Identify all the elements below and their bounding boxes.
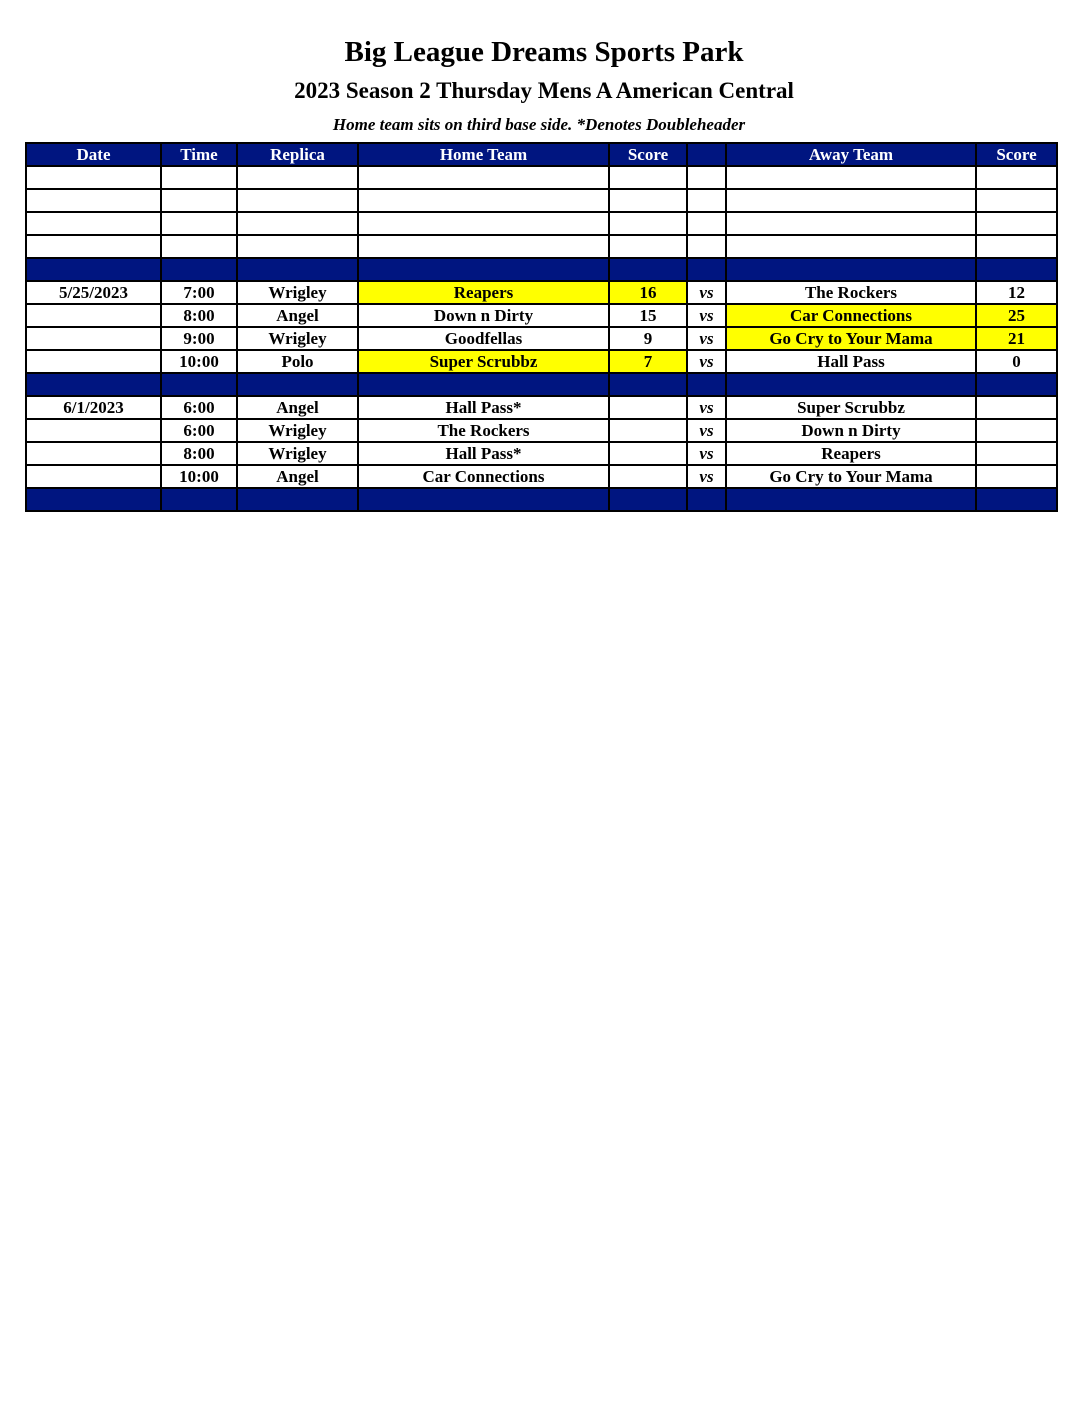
col-header-away-team: Away Team [726,143,976,166]
replica-cell: Wrigley [237,327,358,350]
home-team-cell [358,235,609,258]
game-row [26,465,1057,488]
page-subtitle: 2023 Season 2 Thursday Mens A American Central [294,78,794,103]
time-cell [161,373,237,396]
home-team-cell [358,189,609,212]
vs-cell: vs [687,419,726,442]
blank-row [26,212,1057,235]
date-cell [26,442,161,465]
time-cell: 10:00 [161,350,237,373]
replica-cell: Angel [237,304,358,327]
home-team-cell: Goodfellas [358,327,609,350]
home-score-cell [609,189,687,212]
replica-cell: Polo [237,350,358,373]
schedule-note: Home team sits on third base side. *Denotes Doubleheader [332,115,746,134]
blank-row [26,235,1057,258]
schedule-body [26,166,1057,511]
vs-cell [687,212,726,235]
date-cell [26,235,161,258]
away-team-cell [726,488,976,511]
date-cell [26,488,161,511]
away-score-cell [976,373,1057,396]
home-team-cell: Hall Pass* [358,396,609,419]
vs-cell: vs [687,350,726,373]
time-cell [161,189,237,212]
home-score-cell: 16 [609,281,687,304]
header-row [26,143,1057,166]
home-score-cell [609,212,687,235]
away-team-cell [726,189,976,212]
home-team-cell [358,258,609,281]
away-score-cell: 25 [976,304,1057,327]
home-team-cell [358,373,609,396]
col-header-home-team: Home Team [358,143,609,166]
date-cell [26,465,161,488]
away-team-cell [726,212,976,235]
home-score-cell [609,166,687,189]
replica-cell [237,258,358,281]
home-score-cell [609,373,687,396]
time-cell: 8:00 [161,304,237,327]
separator-row [26,258,1057,281]
replica-cell: Wrigley [237,281,358,304]
replica-cell: Angel [237,465,358,488]
date-cell [26,166,161,189]
away-team-cell: Hall Pass [726,350,976,373]
time-cell [161,166,237,189]
away-team-cell: Reapers [726,442,976,465]
date-cell [26,189,161,212]
time-cell [161,212,237,235]
away-team-cell: Go Cry to Your Mama [726,327,976,350]
replica-cell [237,189,358,212]
away-score-cell: 0 [976,350,1057,373]
away-score-cell [976,166,1057,189]
home-score-cell [609,488,687,511]
game-row [26,396,1057,419]
home-score-cell [609,258,687,281]
vs-cell [687,488,726,511]
vs-cell [687,373,726,396]
vs-cell [687,258,726,281]
vs-cell: vs [687,304,726,327]
vs-cell: vs [687,465,726,488]
vs-cell [687,235,726,258]
col-header-date: Date [26,143,161,166]
col-header-replica: Replica [237,143,358,166]
time-cell: 10:00 [161,465,237,488]
away-score-cell [976,488,1057,511]
replica-cell: Wrigley [237,442,358,465]
separator-row [26,488,1057,511]
away-score-cell [976,442,1057,465]
col-header-vs [687,143,726,166]
home-score-cell: 7 [609,350,687,373]
away-team-cell: Car Connections [726,304,976,327]
away-score-cell [976,235,1057,258]
time-cell [161,488,237,511]
home-score-cell [609,419,687,442]
separator-row [26,373,1057,396]
game-row [26,442,1057,465]
date-cell [26,212,161,235]
date-cell: 6/1/2023 [26,396,161,419]
game-row [26,304,1057,327]
away-score-cell: 21 [976,327,1057,350]
replica-cell [237,212,358,235]
time-cell [161,258,237,281]
vs-cell: vs [687,327,726,350]
vs-cell [687,166,726,189]
time-cell: 8:00 [161,442,237,465]
away-team-cell [726,166,976,189]
schedule-table [25,142,1058,512]
date-cell [26,373,161,396]
col-header-time: Time [161,143,237,166]
time-cell: 6:00 [161,419,237,442]
away-score-cell [976,465,1057,488]
away-score-cell [976,396,1057,419]
time-cell: 9:00 [161,327,237,350]
home-team-cell: Reapers [358,281,609,304]
replica-cell [237,373,358,396]
game-row [26,350,1057,373]
vs-cell: vs [687,442,726,465]
home-score-cell [609,396,687,419]
away-score-cell [976,419,1057,442]
date-cell [26,350,161,373]
away-team-cell: Down n Dirty [726,419,976,442]
page-title: Big League Dreams Sports Park [344,36,744,68]
date-cell [26,258,161,281]
time-cell: 6:00 [161,396,237,419]
home-score-cell: 15 [609,304,687,327]
home-team-cell: Hall Pass* [358,442,609,465]
away-score-cell [976,212,1057,235]
away-team-cell [726,373,976,396]
date-cell [26,327,161,350]
time-cell: 7:00 [161,281,237,304]
home-score-cell: 9 [609,327,687,350]
home-score-cell [609,442,687,465]
home-score-cell [609,235,687,258]
home-team-cell [358,212,609,235]
date-cell: 5/25/2023 [26,281,161,304]
blank-row [26,166,1057,189]
home-team-cell: Down n Dirty [358,304,609,327]
away-team-cell: The Rockers [726,281,976,304]
home-team-cell: The Rockers [358,419,609,442]
away-team-cell [726,235,976,258]
vs-cell [687,189,726,212]
time-cell [161,235,237,258]
col-header-away-score: Score [976,143,1057,166]
game-row [26,327,1057,350]
home-team-cell [358,488,609,511]
blank-row [26,189,1057,212]
replica-cell [237,235,358,258]
replica-cell: Wrigley [237,419,358,442]
replica-cell [237,166,358,189]
game-row [26,419,1057,442]
away-score-cell: 12 [976,281,1057,304]
replica-cell: Angel [237,396,358,419]
away-score-cell [976,189,1057,212]
home-team-cell: Super Scrubbz [358,350,609,373]
date-cell [26,304,161,327]
game-row [26,281,1057,304]
away-team-cell: Super Scrubbz [726,396,976,419]
home-score-cell [609,465,687,488]
home-team-cell [358,166,609,189]
away-team-cell [726,258,976,281]
home-team-cell: Car Connections [358,465,609,488]
away-team-cell: Go Cry to Your Mama [726,465,976,488]
away-score-cell [976,258,1057,281]
vs-cell: vs [687,281,726,304]
vs-cell: vs [687,396,726,419]
col-header-home-score: Score [609,143,687,166]
date-cell [26,419,161,442]
replica-cell [237,488,358,511]
